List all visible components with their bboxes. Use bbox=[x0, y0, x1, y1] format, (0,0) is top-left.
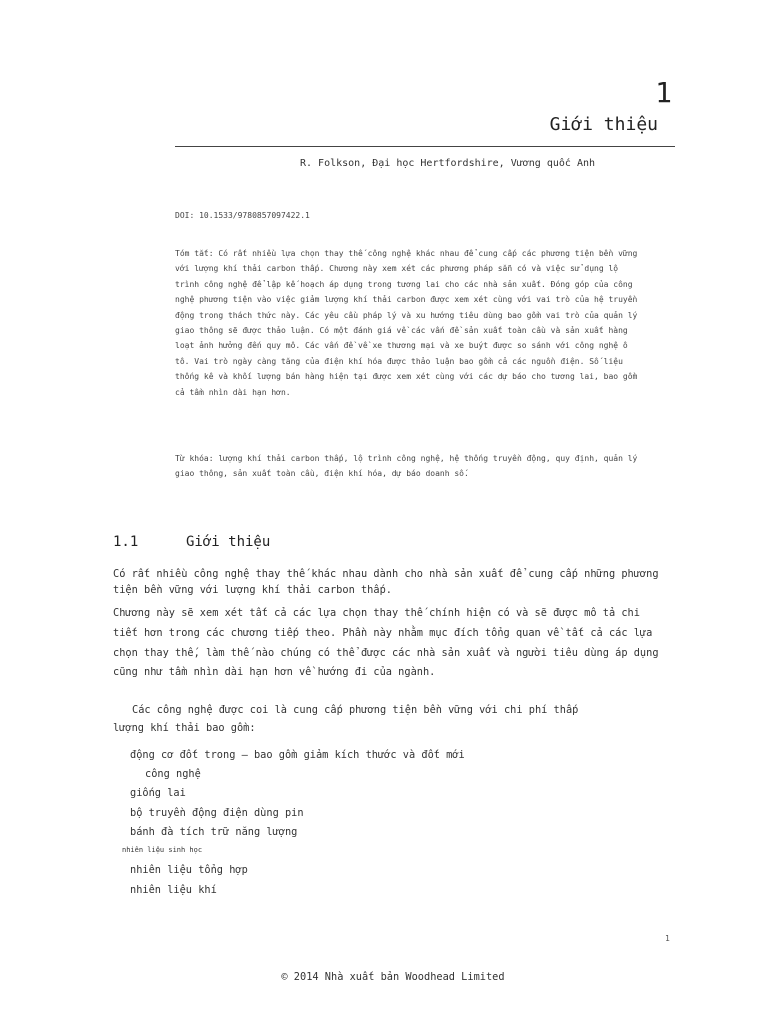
list-item: động cơ đốt trong – bao gồm giảm kích thước và đốt mới bbox=[130, 749, 465, 761]
list-item: nhiên liệu tổng hợp bbox=[130, 864, 248, 876]
section-title: Giới thiệu bbox=[186, 534, 271, 550]
intro-paragraph-1: Có rất nhiều công nghệ thay thế khác nhau dành cho nhà sản xuất để cung cấp những phương tiện bền vững với lượng khí thải carbon thấp. bbox=[113, 568, 659, 596]
intro-paragraph-2: Chương này sẽ xem xét tất cả các lựa chọn thay thế chính hiện có và sẽ được mô tả chi tiết hơn trong các chương tiếp theo. Phần này nhằm mục đích tổng quan về tất cả các lựa chọn thay thế, làm thế nào chúng có thể được các nhà sản xuất và người tiêu dùng áp dụng cũng như tầm nhìn dài hạn hơn về hướng đi của ngành. bbox=[113, 607, 659, 679]
chapter-number: 1 bbox=[655, 76, 672, 109]
intro-paragraph-3-line-2: lượng khí thải bao gồm: bbox=[113, 722, 256, 734]
chapter-title: Giới thiệu bbox=[549, 114, 658, 135]
intro-paragraph-3 bbox=[113, 701, 661, 737]
list-item: bộ truyền động điện dùng pin bbox=[130, 807, 304, 819]
list-item: bánh đà tích trữ năng lượng bbox=[130, 826, 298, 838]
page-number: 1 bbox=[665, 934, 670, 943]
doi: DOI: 10.1533/9780857097422.1 bbox=[175, 211, 310, 220]
intro-paragraph-3-line-1: Các công nghệ được coi là cung cấp phương tiện bền vững với chi phí thấp bbox=[132, 704, 579, 716]
copyright-footer: © 2014 Nhà xuất bản Woodhead Limited bbox=[281, 971, 505, 983]
list-item: giống lai bbox=[130, 787, 186, 799]
list-item: công nghệ bbox=[145, 768, 201, 780]
list-item: nhiên liệu sinh học bbox=[122, 846, 203, 854]
keywords: Từ khóa: lượng khí thải carbon thấp, lộ trình công nghệ, hệ thống truyền động, quy định, quản lý giao thông, sản xuất toàn cầu, điện khí hóa, dự báo doanh số. bbox=[175, 454, 638, 479]
title-divider bbox=[175, 146, 675, 147]
section-number: 1.1 bbox=[113, 534, 139, 550]
abstract: Tóm tắt: Có rất nhiều lựa chọn thay thế công nghệ khác nhau để cung cấp các phương tiện bền vững với lượng khí thải carbon thấp. Chương này xem xét các phương pháp sẵn có và việc sử dụng lộ trình công nghệ để lập kế hoạch áp dụng trong tương lai cho các nhà sản xuất. Đóng góp của công nghệ phương tiện vào việc giảm lượng khí thải carbon được xem xét cùng với vai trò của hệ truyền động trong thách thức này. Các yêu cầu pháp lý và xu hướng tiêu dùng bao gồm vai trò của quản lý giao thông sẽ được thảo luận. Có một đánh giá về các vấn đề sản xuất toàn cầu và sản xuất hàng loạt ảnh hưởng đến quy mô. Các vấn đề về xe thương mại và xe buýt được so sánh với công nghệ ô tô. Vai trò ngày càng tăng của điện khí hóa được thảo luận bao gồm cả các nguồn điện. Số liệu thống kê và khối lượng bán hàng hiện tại được xem xét cùng với các dự báo cho tương lai, bao gồm cả tầm nhìn dài hạn hơn. bbox=[175, 249, 638, 397]
list-item: nhiên liệu khí bbox=[130, 884, 217, 896]
author-line: R. Folkson, Đại học Hertfordshire, Vương quốc Anh bbox=[300, 158, 596, 169]
